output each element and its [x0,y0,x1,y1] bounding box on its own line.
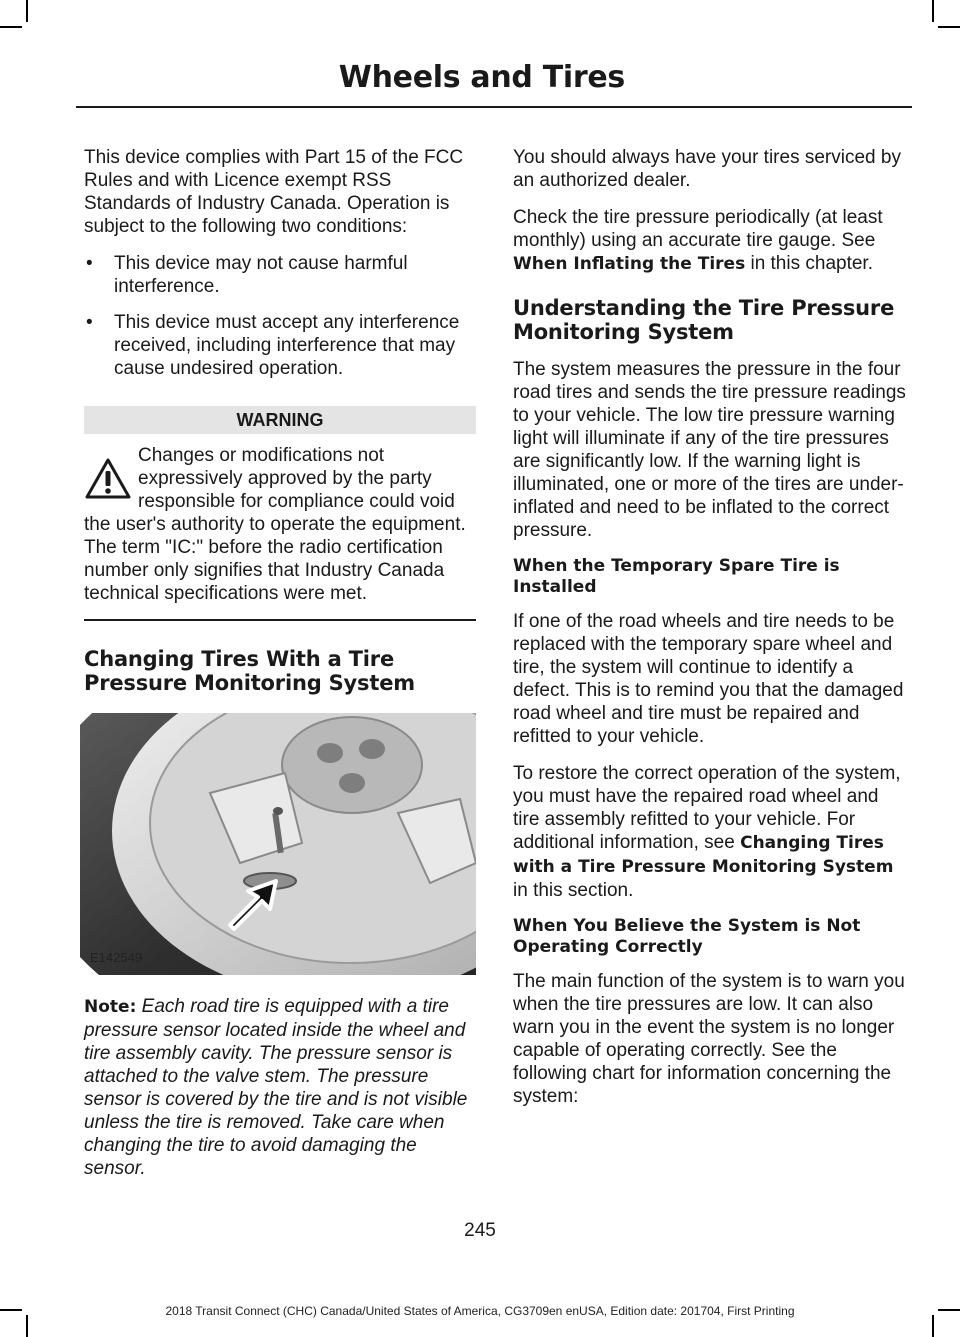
crop-mark [26,0,28,22]
bullet: • [86,312,93,333]
conditions-list [84,252,476,380]
restore-operation-paragraph: To restore the correct operation of the system, you must have the repaired road wheel and tire assembly refitted to your vehicle. For additional information, see Changing Tires with a Tire Pressure Monitoring System in this section. [513,763,901,901]
warning-header: WARNING [84,406,476,434]
crop-mark [0,26,22,28]
note-text: Each road tire is equipped with a tire pressure sensor located inside the wheel and tire assembly cavity. The pressure sensor is attached to the valve stem. The pressure sensor is covered by the tire and is not visible unless the tire is removed. Take care when changing the tire to avoid damaging the sensor. [84,996,468,1179]
system-description: The system measures the pressure in the four road tires and sends the tire pressure readings to your vehicle. The low tire pressure warning light will illuminate if any of the tire pressures are significantly low. If the warning light is illuminated, one or more of the tires are under-inflated and need to be inflated to the correct pressure. [513,359,906,541]
warning-triangle-icon [84,456,132,502]
list-item: • This device must accept any interference received, including interference that may cause undesired operation. [86,312,460,379]
page-number: 245 [464,1220,496,1241]
main-function-paragraph: The main function of the system is to warn you when the tire pressures are low. It can also warn you in the event the system is no longer capable of operating correctly. See the following chart for information concerning the system: [513,971,905,1107]
tire-illustration [80,713,476,975]
header-rule [76,106,912,108]
page-title: Wheels and Tires [338,60,625,95]
note-label: Note: [84,997,137,1017]
crop-mark [932,1315,934,1337]
warning-rule [84,619,476,621]
figure-code: E142549 [90,950,143,965]
fcc-intro: This device complies with Part 15 of the FCC Rules and with Licence exempt RSS Standards of Industry Canada. Operation is subject to the following two conditions: [84,147,464,237]
service-paragraph: You should always have your tires serviced by an authorized dealer. [513,147,901,191]
note [84,995,476,1180]
crop-mark [932,0,934,22]
subheading-spare-tire: When the Temporary Spare Tire is Installed [513,556,840,597]
list-item: • This device may not cause harmful interference. [86,253,408,297]
crop-mark [26,1315,28,1337]
cross-reference-link[interactable]: When Inflating the Tires [513,254,746,274]
spare-tire-paragraph: If one of the road wheels and tire needs to be replaced with the temporary spare wheel and tire, the system will continue to identify a defect. This is to remind you that the damaged road wheel and tire must be repaired and refitted to your vehicle. [513,611,904,747]
right-column [513,146,909,1122]
section-title-understanding-tpms: Understanding the Tire Pressure Monitoring System [513,296,895,344]
cross-reference-link[interactable]: Changing Tires with a Tire Pressure Monitoring System [513,833,894,877]
tire-valve-figure [80,713,476,975]
section-title-changing-tires: Changing Tires With a Tire Pressure Monitoring System [84,647,415,695]
bullet: • [86,253,93,274]
footer-text: 2018 Transit Connect (CHC) Canada/United States of America, CG3709en enUSA, Edition date: 201704, First Printing [165,1304,795,1318]
left-column [84,146,476,1194]
warning-box [84,434,476,605]
subheading-not-operating: When You Believe the System is Not Operating Correctly [513,916,861,957]
check-pressure-paragraph: Check the tire pressure periodically (at least monthly) using an accurate tire gauge. See When Inflating the Tires in this chapter. [513,207,883,274]
crop-mark [938,26,960,28]
warning-text: Changes or modifications not expressively approved by the party responsible for compliance could void the user's authority to operate the equipment. The term "IC:" before the radio certification number only signifies that Industry Canada technical specifications were met. [84,445,466,604]
